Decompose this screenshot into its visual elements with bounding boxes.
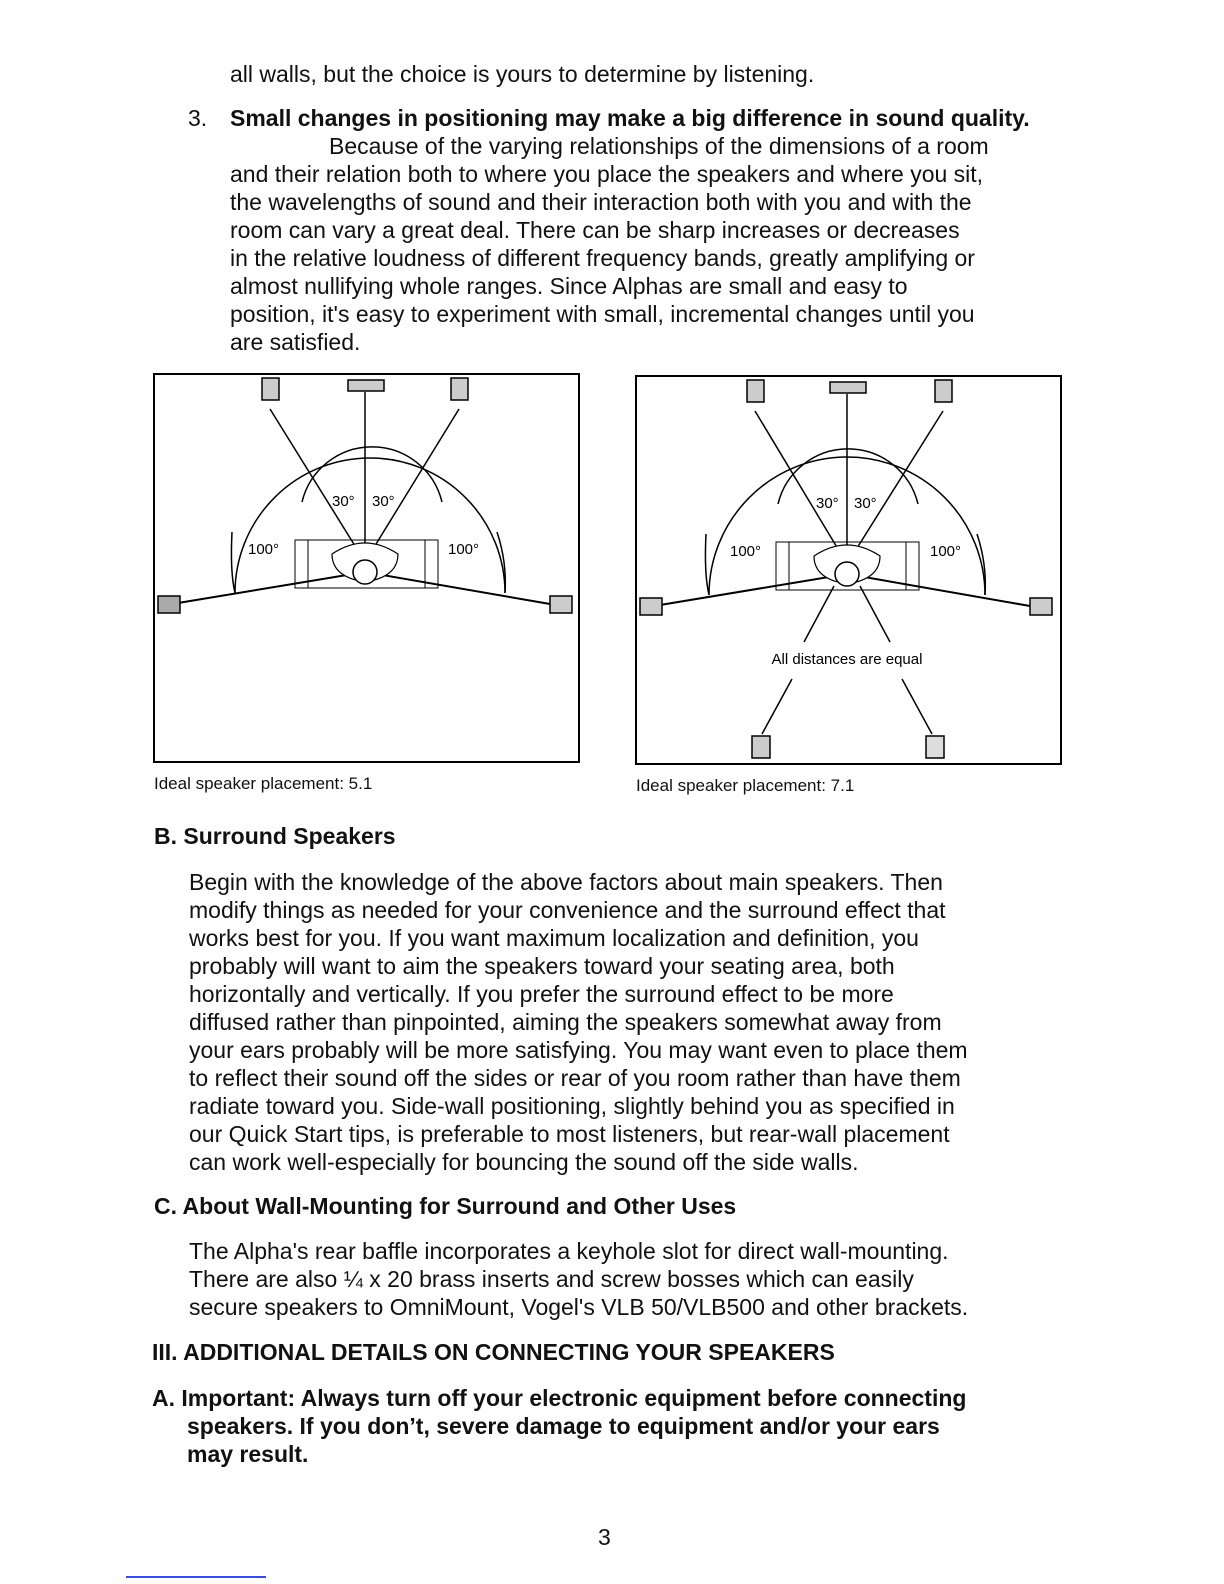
item-3-heading: Small changes in positioning may make a big difference in sound quality.: [230, 105, 1030, 131]
caption-71: Ideal speaker placement: 7.1: [636, 776, 855, 795]
angle-label: 30°: [372, 493, 395, 510]
angle-label: 30°: [816, 495, 839, 512]
angle-label: 100°: [930, 543, 962, 560]
item-3-line: Because of the varying relationships of the dimensions of a room: [329, 133, 989, 159]
speaker-placement-51-diagram: [152, 372, 582, 764]
section-b-line: your ears probably will be more satisfying. You may want even to place them: [189, 1037, 968, 1063]
item-3-line: room can vary a great deal. There can be sharp increases or decreases: [230, 217, 960, 243]
section-c-line: secure speakers to OmniMount, Vogel's VLB 50/VLB500 and other brackets.: [189, 1294, 969, 1320]
item-3-number: 3.: [188, 105, 208, 131]
center-speaker-icon: [830, 382, 866, 393]
equal-distance-note: All distances are equal: [771, 651, 923, 668]
warning-line: may result.: [187, 1441, 309, 1467]
front-right-speaker-icon: [935, 380, 952, 402]
side-left-speaker-icon: [640, 598, 662, 615]
section-b-line: can work well-especially for bouncing the sound off the side walls.: [189, 1149, 859, 1175]
rear-left-speaker-icon: [752, 736, 770, 758]
item-3-line: the wavelengths of sound and their interaction both with you and with the: [230, 189, 972, 215]
section-b-line: works best for you. If you want maximum localization and definition, you: [189, 925, 919, 951]
section-c-heading: C. About Wall-Mounting for Surround and Other Uses: [154, 1193, 737, 1219]
surround-left-speaker-icon: [158, 596, 180, 613]
surround-right-speaker-icon: [550, 596, 572, 613]
caption-51: Ideal speaker placement: 5.1: [154, 774, 373, 793]
rear-right-speaker-icon: [926, 736, 944, 758]
section-iii-heading: III. ADDITIONAL DETAILS ON CONNECTING YOUR SPEAKERS: [152, 1339, 835, 1365]
footer-rule: [126, 1576, 266, 1578]
warning-line: A. Important: Always turn off your electronic equipment before connecting: [152, 1385, 967, 1411]
front-left-speaker-icon: [262, 378, 279, 400]
section-c-line: There are also ¼ x 20 brass inserts and screw bosses which can easily: [189, 1266, 914, 1292]
speaker-placement-71-diagram: [634, 374, 1064, 766]
side-right-speaker-icon: [1030, 598, 1052, 615]
section-b-line: probably will want to aim the speakers toward your seating area, both: [189, 953, 895, 979]
page-number: 3: [598, 1524, 611, 1550]
section-b-line: diffused rather than pinpointed, aiming the speakers somewhat away from: [189, 1009, 942, 1035]
section-b-line: modify things as needed for your convenience and the surround effect that: [189, 897, 946, 923]
item-3-line: are satisfied.: [230, 329, 361, 355]
item-3-line: position, it's easy to experiment with small, incremental changes until you: [230, 301, 975, 327]
front-right-speaker-icon: [451, 378, 468, 400]
section-b-line: radiate toward you. Side-wall positioning, slightly behind you as specified in: [189, 1093, 955, 1119]
angle-label: 100°: [448, 541, 480, 558]
angle-label: 30°: [854, 495, 877, 512]
item-3-line: in the relative loudness of different frequency bands, greatly amplifying or: [230, 245, 975, 271]
front-left-speaker-icon: [747, 380, 764, 402]
item-3-line: and their relation both to where you place the speakers and where you sit,: [230, 161, 984, 187]
angle-label: 30°: [332, 493, 355, 510]
angle-label: 100°: [730, 543, 762, 560]
item-3-line: almost nullifying whole ranges. Since Alphas are small and easy to: [230, 273, 908, 299]
warning-line: speakers. If you don’t, severe damage to equipment and/or your ears: [187, 1413, 940, 1439]
section-b-heading: B. Surround Speakers: [154, 823, 396, 849]
section-c-line: The Alpha's rear baffle incorporates a keyhole slot for direct wall-mounting.: [189, 1238, 949, 1264]
section-b-line: horizontally and vertically. If you prefer the surround effect to be more: [189, 981, 894, 1007]
section-b-line: to reflect their sound off the sides or rear of you room rather than have them: [189, 1065, 961, 1091]
section-b-line: Begin with the knowledge of the above factors about main speakers. Then: [189, 869, 943, 895]
section-b-line: our Quick Start tips, is preferable to most listeners, but rear-wall placement: [189, 1121, 950, 1147]
angle-label: 100°: [248, 541, 280, 558]
intro-line: all walls, but the choice is yours to determine by listening.: [230, 61, 815, 87]
center-speaker-icon: [348, 380, 384, 391]
